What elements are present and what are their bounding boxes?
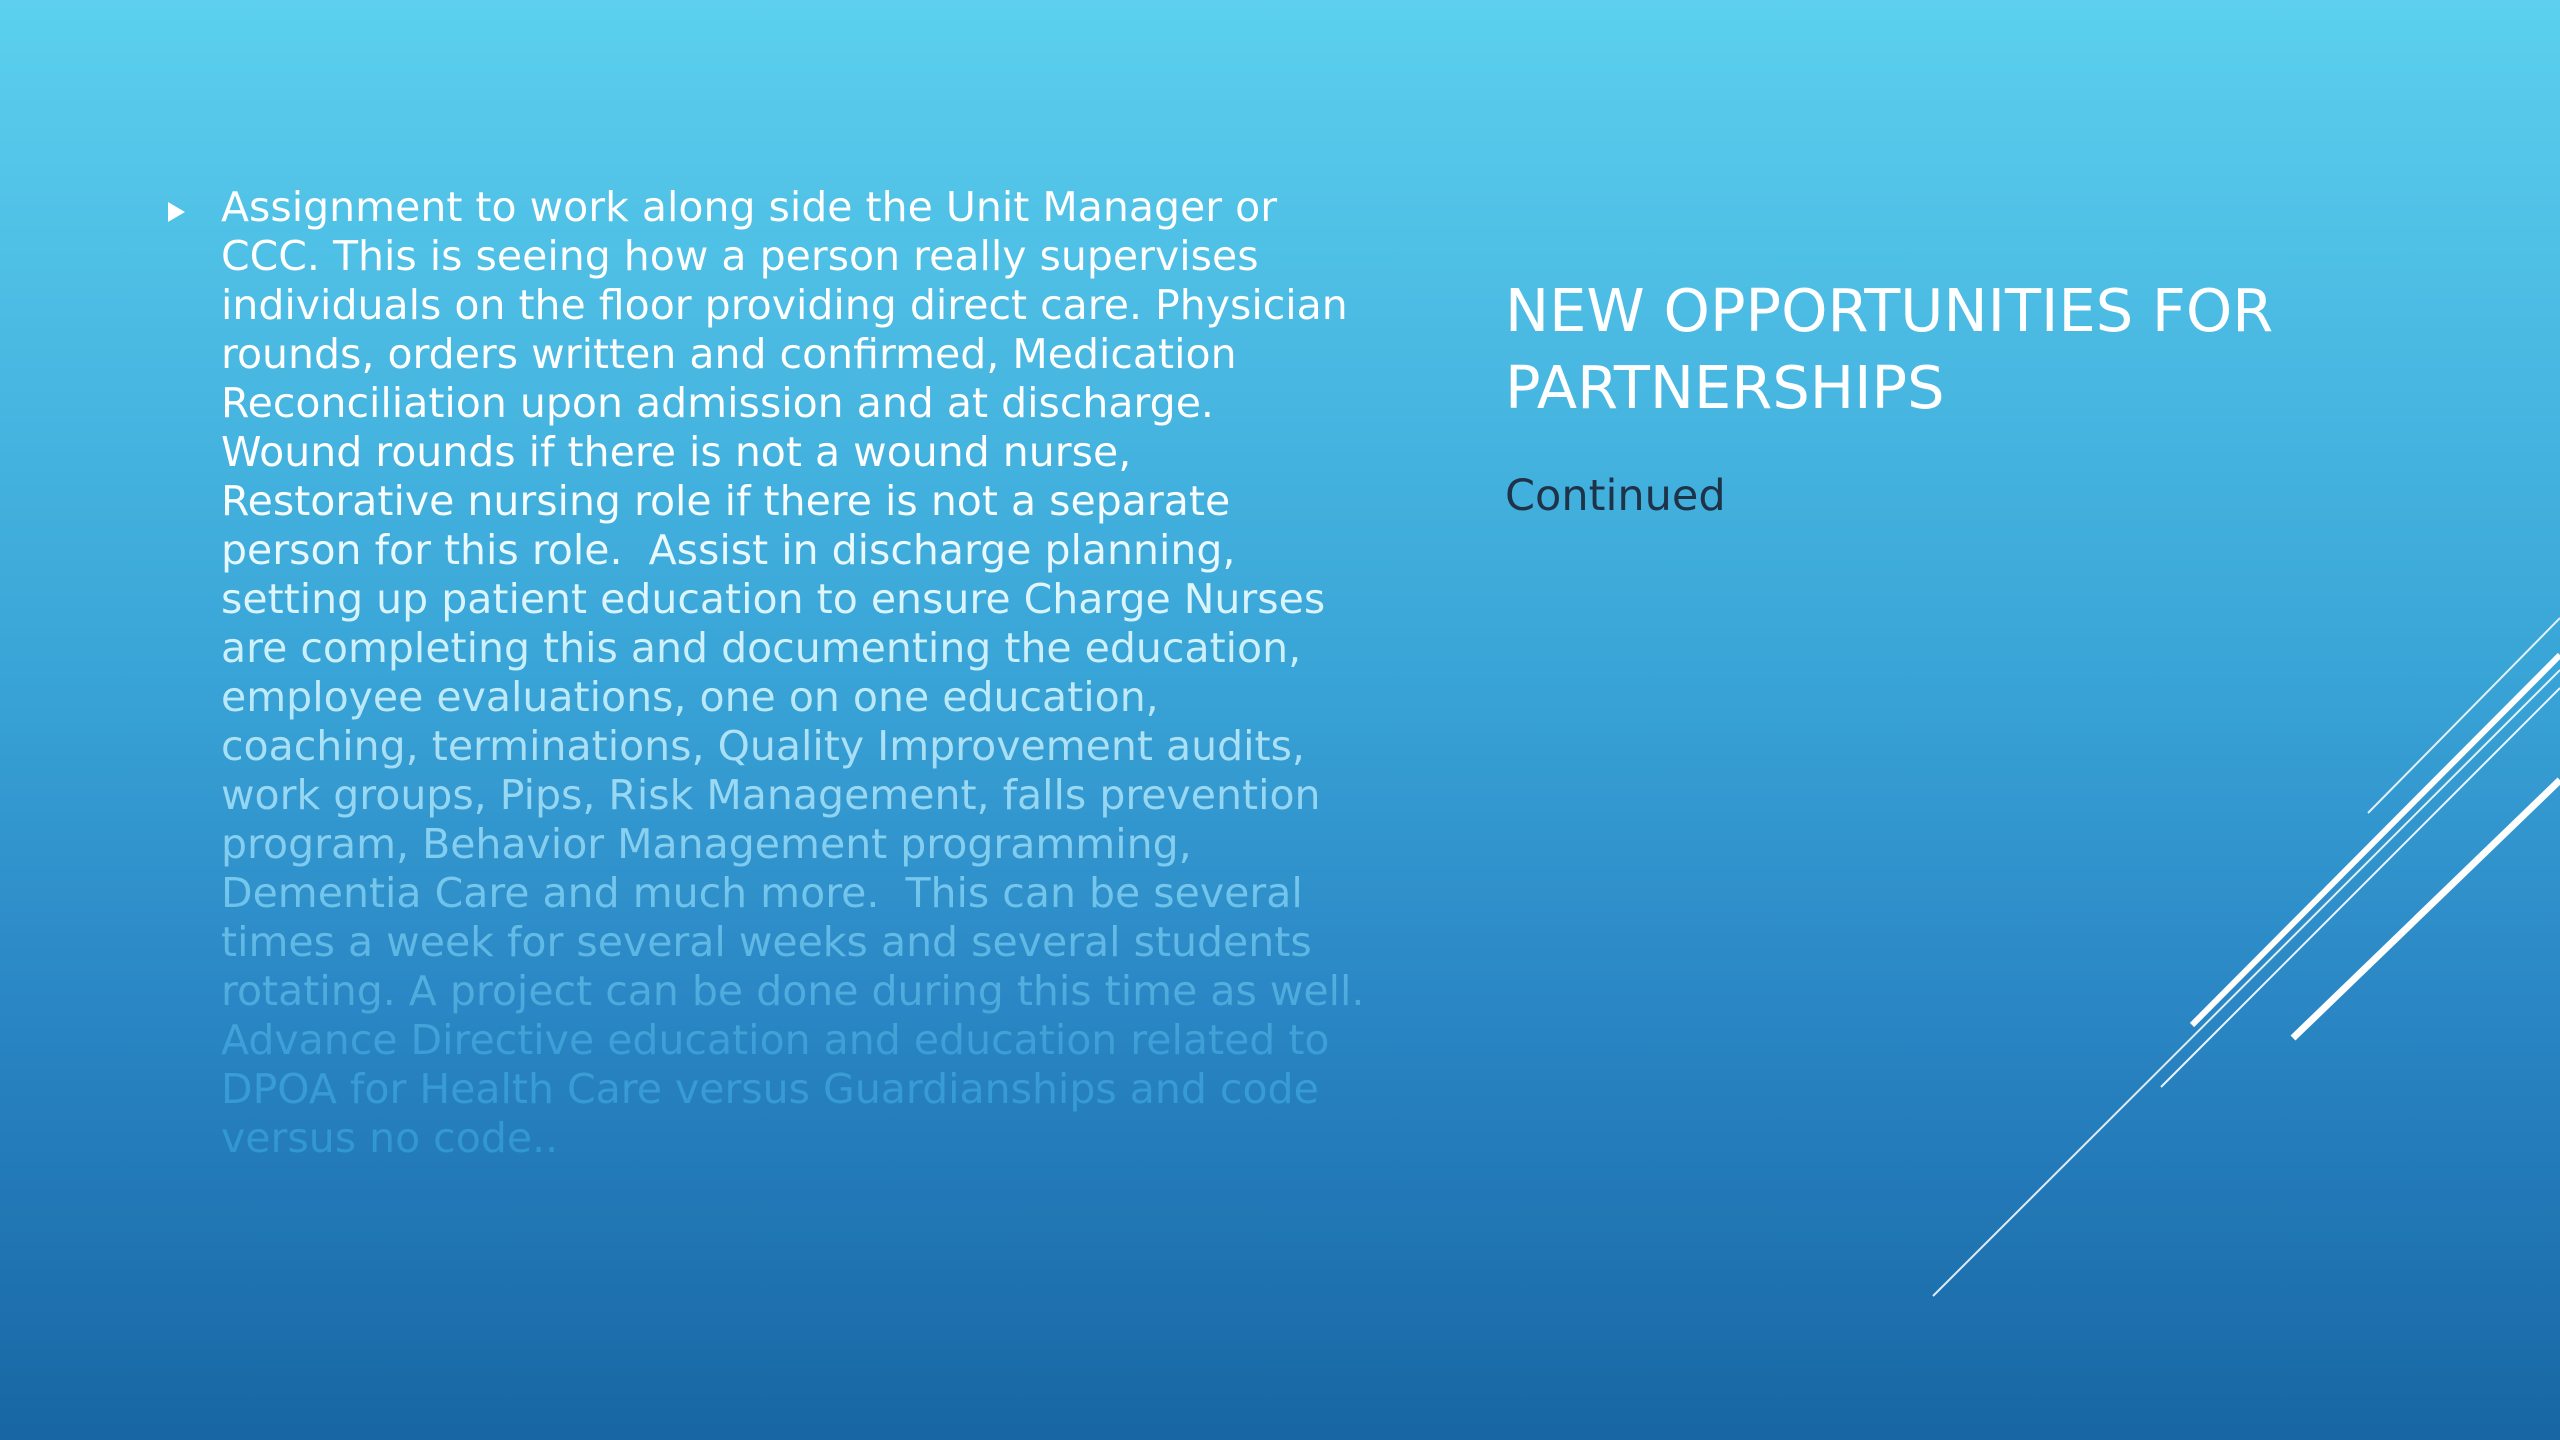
title-area	[1505, 272, 2325, 524]
bullet-list	[168, 183, 1391, 1233]
bullet-text: Assignment to work along side the Unit Manager or CCC. This is seeing how a person really supervises individuals on the floor providing direct care. Physician rounds, orders written and confirmed, Medication Reconciliation upon admission and at discharge. Wound rounds if there is not a wound nurse, Restorative nursing role if there is not a separate person for this role. Assist in discharge planning, setting up patient education to ensure Charge Nurses are completing this and documenting the education, employee evaluations, one on one education, coaching, terminations, Quality Improvement audits, work groups, Pips, Risk Management, falls prevention program, Behavior Management programming, Dementia Care and much more. This can be several times a week for several weeks and several students rotating. A project can be done during this time as well. Advance Directive education and education related to DPOA for Health Care versus Guardianships and code versus no code..	[221, 183, 1391, 1162]
slide-subtitle: Continued	[1505, 471, 1726, 521]
slide-title: NEW OPPORTUNITIES FOR PARTNERSHIPS	[1505, 276, 2274, 422]
decor-line-3	[2161, 688, 2560, 1087]
triangle-bullet-icon	[168, 202, 185, 222]
decor-line-5	[1933, 670, 2560, 1296]
decor-line-2	[2192, 655, 2560, 1025]
decor-line-4	[2293, 780, 2560, 1038]
decor-line-1	[2368, 618, 2560, 813]
